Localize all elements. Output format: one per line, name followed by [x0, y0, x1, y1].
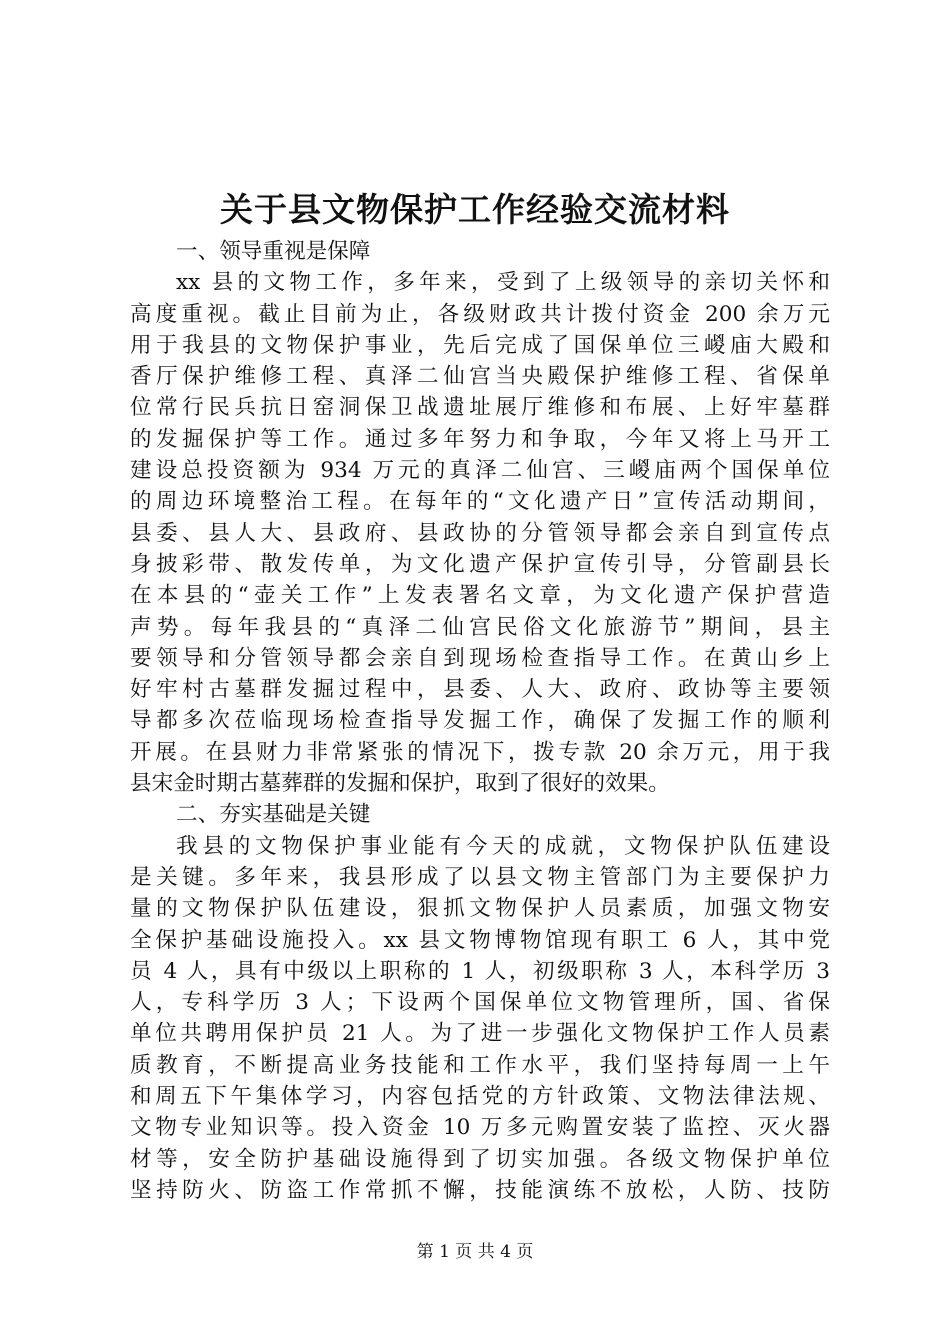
paragraph-line: 材等，安全防护基础设施得到了切实加强。各级文物保护单位 — [130, 1146, 830, 1172]
paragraph-line: 在本县的“壶关工作”上发表署名文章，为文化遗产保护营造 — [130, 583, 830, 609]
document-body — [130, 236, 830, 1206]
paragraph-line: xx 县的文物工作，多年来，受到了上级领导的亲切关怀和 — [176, 270, 830, 296]
paragraph-line: 声势。每年我县的“真泽二仙宫民俗文化旅游节”期间，县主 — [130, 614, 830, 640]
paragraph-line: 好牢村古墓群发掘过程中，县委、人大、政府、政协等主要领 — [130, 677, 830, 703]
paragraph-line: 全保护基础设施投入。xx 县文物博物馆现有职工 6 人，其中党 — [130, 927, 830, 953]
paragraph-line: 的发掘保护等工作。通过多年努力和争取，今年又将上马开工 — [130, 426, 830, 452]
paragraph-line: 是关键。多年来，我县形成了以县文物主管部门为主要保护力 — [130, 864, 830, 890]
paragraph-line: 和周五下午集体学习，内容包括党的方针政策、文物法律法规、 — [130, 1084, 830, 1110]
paragraph-line: 高度重视。截止目前为止，各级财政共计拨付资金 200 余万元 — [130, 301, 830, 327]
section-heading-2: 二、夯实基础是关键 — [176, 802, 371, 828]
paragraph-line: 我县的文物保护事业能有今天的成就，文物保护队伍建设 — [176, 833, 830, 859]
paragraph-line: 质教育，不断提高业务技能和工作水平，我们坚持每周一上午 — [130, 1052, 830, 1078]
paragraph-line: 坚持防火、防盗工作常抓不懈，技能演练不放松，人防、技防 — [130, 1177, 830, 1203]
paragraph-line: 员 4 人，具有中级以上职称的 1 人，初级职称 3 人，本科学历 3 — [130, 958, 830, 984]
paragraph-line: 身披彩带、散发传单，为文化遗产保护宣传引导，分管副县长 — [130, 551, 830, 577]
paragraph-line: 导都多次莅临现场检查指导发掘工作，确保了发掘工作的顺利 — [130, 708, 830, 734]
paragraph-line: 单位共聘用保护员 21 人。为了进一步强化文物保护工作人员素 — [130, 1021, 830, 1047]
paragraph-line: 位常行民兵抗日窑洞保卫战遗址展厅维修和布展、上好牢墓群 — [130, 395, 830, 421]
paragraph-line-last: 县宋金时期古墓葬群的发掘和保护，取到了很好的效果。 — [130, 771, 670, 797]
paragraph-line: 要领导和分管领导都会亲自到现场检查指导工作。在黄山乡上 — [130, 645, 830, 671]
paragraph-line: 文物专业知识等。投入资金 10 万多元购置安装了监控、灭火器 — [130, 1115, 830, 1141]
document-title: 关于县文物保护工作经验交流材料 — [220, 190, 730, 229]
section-heading-1: 一、领导重视是保障 — [176, 239, 371, 264]
paragraph-line: 量的文物保护队伍建设，狠抓文物保护人员素质，加强文物安 — [130, 896, 830, 922]
paragraph-line: 建设总投资额为 934 万元的真泽二仙宫、三嵕庙两个国保单位 — [130, 458, 830, 484]
paragraph-line: 人，专科学历 3 人；下设两个国保单位文物管理所，国、省保 — [130, 990, 830, 1016]
paragraph-line: 香厅保护维修工程、真泽二仙宫当央殿保护维修工程、省保单 — [130, 364, 830, 390]
paragraph-line: 的周边环境整治工程。在每年的“文化遗产日”宣传活动期间， — [130, 489, 830, 515]
paragraph-line: 开展。在县财力非常紧张的情况下，拨专款 20 余万元，用于我 — [130, 739, 830, 765]
paragraph-line: 用于我县的文物保护事业，先后完成了国保单位三嵕庙大殿和 — [130, 332, 830, 358]
page-footer: 第 1 页 共 4 页 — [416, 1242, 534, 1262]
paragraph-line: 县委、县人大、县政府、县政协的分管领导都会亲自到宣传点 — [130, 520, 830, 546]
